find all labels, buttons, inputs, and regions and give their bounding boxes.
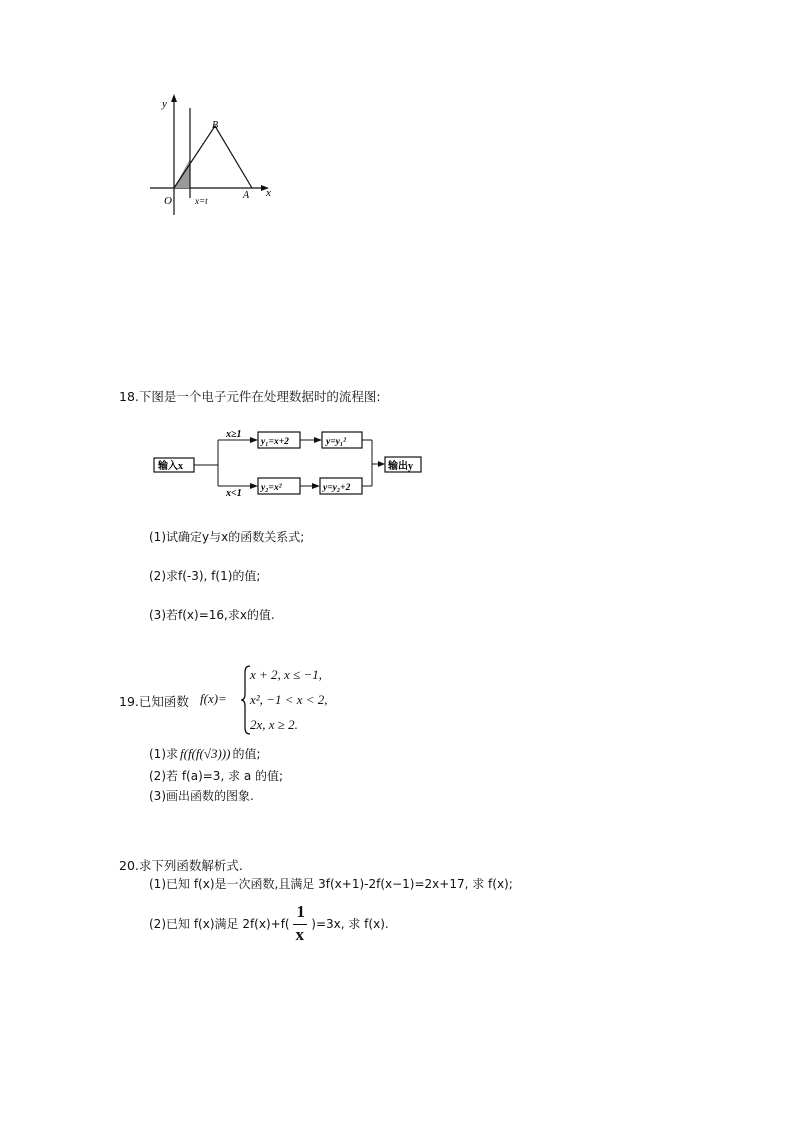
q19-fx: f(x)= bbox=[200, 691, 227, 706]
flow-box-4-text: y=y₂+2 bbox=[323, 483, 351, 493]
q20-fraction-num: 1 bbox=[296, 901, 305, 921]
y-axis-arrow bbox=[171, 94, 177, 102]
q19-part3: (3)画出函数的图象. bbox=[149, 789, 254, 803]
flow-box-2-text: y=y₁² bbox=[326, 437, 347, 447]
flow-box-1-text: y₁=x+2 bbox=[261, 437, 289, 447]
x-label: x bbox=[266, 187, 271, 199]
q18-part1: (1)试确定y与x的函数关系式; bbox=[149, 530, 305, 544]
q20-fraction-den: x bbox=[295, 924, 304, 944]
q19-part1-expr: f(f(f(√3))) bbox=[180, 746, 231, 761]
flow-arrow bbox=[250, 437, 258, 443]
q20-part1: (1)已知 f(x)是一次函数,且满足 3f(x+1)-2f(x−1)=2x+17, 求 f(x); bbox=[149, 877, 513, 891]
y-label: y bbox=[162, 98, 167, 110]
q19-part1-tail: 的值; bbox=[232, 747, 261, 761]
q19-prefix: 19.已知函数 bbox=[119, 694, 189, 709]
q19-case2: x², −1 < x < 2, bbox=[250, 692, 328, 707]
flow-arrow bbox=[250, 483, 258, 489]
flow-arrow bbox=[314, 437, 322, 443]
a-label: A bbox=[243, 190, 250, 201]
q20-title: 20.求下列函数解析式. bbox=[119, 858, 243, 873]
q19-part1-label: (1)求 bbox=[149, 747, 178, 761]
q20-part2-tail: )=3x, 求 f(x). bbox=[311, 917, 389, 931]
flow-output-text: 输出y bbox=[388, 461, 413, 472]
q19-part1 bbox=[149, 745, 261, 762]
flow-arrow bbox=[378, 461, 385, 467]
triangle-graph bbox=[140, 90, 290, 225]
t-label: x=t bbox=[195, 196, 208, 206]
b-label: B bbox=[212, 120, 219, 131]
flow-cond-top: x≥1 bbox=[226, 429, 242, 440]
flowchart bbox=[152, 428, 427, 500]
flow-cond-bottom: x<1 bbox=[226, 488, 242, 499]
flow-arrow bbox=[312, 483, 320, 489]
q20-part2-lead: (2)已知 f(x)满足 2f(x)+f( bbox=[149, 917, 290, 931]
q19-part2: (2)若 f(a)=3, 求 a 的值; bbox=[149, 769, 284, 783]
flow-input-text: 输入x bbox=[158, 461, 183, 472]
q18-title: 18.下图是一个电子元件在处理数据时的流程图: bbox=[119, 389, 381, 404]
q19-case1: x + 2, x ≤ −1, bbox=[250, 667, 322, 682]
q19-case3: 2x, x ≥ 2. bbox=[250, 717, 298, 732]
flow-box-3-text: y₂=x² bbox=[261, 483, 282, 493]
q18-part2: (2)求f(-3), f(1)的值; bbox=[149, 569, 261, 583]
q20-fraction bbox=[293, 901, 307, 944]
q18-part3: (3)若f(x)=16,求x的值. bbox=[149, 608, 275, 622]
o-label: O bbox=[164, 195, 172, 207]
q20-part2 bbox=[149, 901, 389, 944]
